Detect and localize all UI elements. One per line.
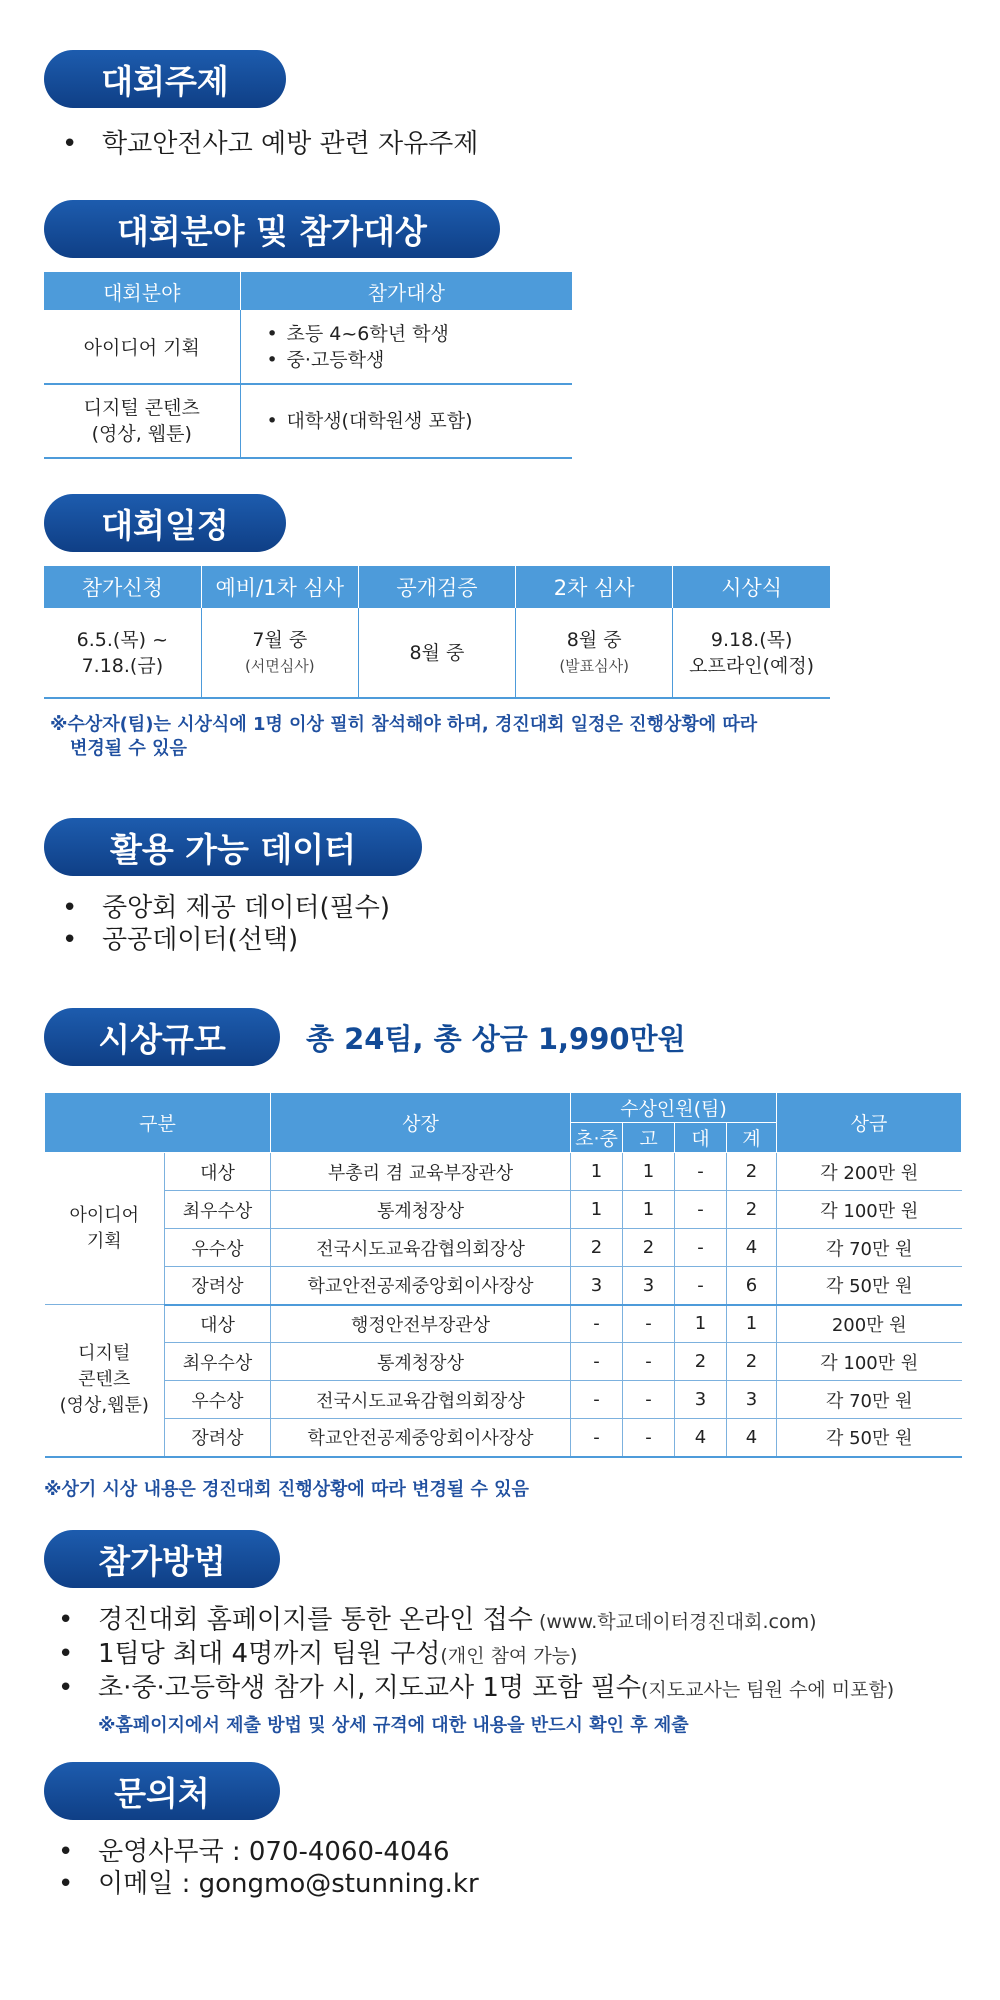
table-header: 초·중 [571, 1123, 623, 1153]
schedule-cell [516, 608, 673, 698]
cell-line: 8월 중 [409, 641, 465, 664]
phone-item: • 운영사무국 : 070-4060-4046 [40, 1836, 1000, 1868]
count-cell: - [571, 1343, 623, 1381]
list-item: • 공공데이터(선택) [44, 924, 1000, 956]
contact-list [40, 1836, 1000, 1900]
count-cell: 2 [727, 1153, 777, 1191]
table-header: 계 [727, 1123, 777, 1153]
table-header: 2차 심사 [516, 566, 673, 608]
prize-cell: 통계청장상 [271, 1343, 571, 1381]
money-cell: 각 200만 원 [777, 1153, 962, 1191]
count-cell: 2 [727, 1343, 777, 1381]
prize-cell: 전국시도교육감협의회장상 [271, 1381, 571, 1419]
field-title: 대회분야 및 참가대상 [44, 200, 500, 258]
table-header: 고 [623, 1123, 675, 1153]
method-note: ※홈페이지에서 제출 방법 및 상세 규격에 대한 내용을 반드시 확인 후 제출 [98, 1715, 689, 1736]
cell-sub: (발표심사) [559, 656, 629, 675]
award-note: ※상기 시상 내용은 경진대회 진행상황에 따라 변경될 수 있음 [44, 1478, 529, 1500]
group-label-line: 콘텐츠 [78, 1369, 131, 1391]
award-summary: 총 24팀, 총 상금 1,990만원 [306, 1021, 686, 1056]
group-label-line: 아이디어 [69, 1204, 140, 1226]
count-cell: 2 [727, 1191, 777, 1229]
table-header: 수상인원(팀) [571, 1093, 777, 1123]
field-section [0, 200, 1000, 459]
table-row [45, 1229, 962, 1267]
contact-title: 문의처 [44, 1762, 280, 1820]
table-header: 예비/1차 심사 [201, 566, 358, 608]
group-label-line: 기획 [86, 1230, 122, 1252]
count-cell: - [571, 1305, 623, 1343]
item-main: 초·중·고등학생 참가 시, 지도교사 1명 포함 필수 [98, 1673, 642, 1703]
schedule-cell [358, 608, 515, 698]
group-label-line: 디지털 [78, 1343, 131, 1365]
list-item [40, 1604, 1000, 1638]
field-targets [240, 310, 572, 384]
note-line: 변경될 수 있음 [70, 738, 187, 759]
cell-line: 9.18.(목) [710, 628, 793, 651]
item-main: 경진대회 홈페이지를 통한 온라인 접수 [98, 1605, 533, 1635]
table-row [45, 1267, 962, 1305]
count-cell: - [571, 1381, 623, 1419]
field-name-line: 디지털 콘텐츠 [83, 397, 200, 419]
count-cell: - [675, 1229, 727, 1267]
count-cell: 1 [571, 1153, 623, 1191]
table-header: 대회분야 [44, 272, 240, 310]
field-targets [240, 384, 572, 458]
cell-sub: (서면심사) [244, 656, 315, 675]
method-list [40, 1604, 1000, 1706]
award-section [0, 1008, 1000, 1502]
award-title: 시상규모 [44, 1008, 280, 1066]
money-cell: 각 70만 원 [777, 1381, 962, 1419]
rank-cell: 우수상 [165, 1381, 271, 1419]
field-name: 아이디어 기획 [44, 310, 240, 384]
count-cell: 2 [623, 1229, 675, 1267]
prize-cell: 통계청장상 [271, 1191, 571, 1229]
table-row [45, 1191, 962, 1229]
table-header: 참가신청 [44, 566, 201, 608]
schedule-cell [201, 608, 358, 698]
list-item [40, 1638, 1000, 1672]
email-item: • 이메일 : gongmo@stunning.kr [40, 1868, 1000, 1900]
list-item: • 초등 4~6학년 학생 [287, 321, 573, 347]
count-cell: 3 [727, 1381, 777, 1419]
list-item: • 중앙회 제공 데이터(필수) [44, 892, 1000, 924]
schedule-section [0, 494, 1000, 761]
table-row [45, 1419, 962, 1457]
award-table [44, 1092, 962, 1458]
theme-section [0, 50, 1000, 160]
table-row [45, 1381, 962, 1419]
count-cell: 6 [727, 1267, 777, 1305]
count-cell: - [623, 1305, 675, 1343]
cell-line: 6.5.(목) ~ [76, 628, 169, 651]
cell-line: 8월 중 [566, 628, 622, 651]
cell-line: 7.18.(금) [81, 654, 164, 677]
prize-cell: 부총리 겸 교육부장관상 [271, 1153, 571, 1191]
money-cell: 각 100만 원 [777, 1191, 962, 1229]
item-sub: (www.학교데이터경진대회.com) [532, 1611, 817, 1633]
data-section [0, 818, 1000, 956]
rank-cell: 최우수상 [165, 1191, 271, 1229]
item-sub: (개인 참여 가능) [440, 1645, 578, 1667]
table-row [45, 1153, 962, 1191]
list-item: • 중·고등학생 [287, 347, 573, 373]
cell-line: 7월 중 [252, 628, 308, 651]
schedule-cell [44, 608, 201, 698]
count-cell: 1 [623, 1153, 675, 1191]
data-list [44, 892, 1000, 956]
count-cell: 1 [675, 1305, 727, 1343]
note-line: ※수상자(팀)는 시상식에 1명 이상 필히 참석해야 하며, 경진대회 일정은 진행상황에 따라 [50, 714, 758, 735]
cell-line: 오프라인(예정) [689, 654, 815, 677]
count-cell: 3 [571, 1267, 623, 1305]
money-cell: 200만 원 [777, 1305, 962, 1343]
schedule-table [44, 566, 830, 699]
count-cell: 3 [675, 1381, 727, 1419]
count-cell: - [623, 1343, 675, 1381]
list-item: • 대학생(대학원생 포함) [287, 408, 573, 434]
count-cell: 2 [571, 1229, 623, 1267]
rank-cell: 장려상 [165, 1267, 271, 1305]
schedule-cell [673, 608, 830, 698]
table-header: 상금 [777, 1093, 962, 1153]
table-row [45, 1305, 962, 1343]
table-header: 대 [675, 1123, 727, 1153]
count-cell: 3 [623, 1267, 675, 1305]
count-cell: - [675, 1153, 727, 1191]
schedule-title: 대회일정 [44, 494, 286, 552]
group-label [45, 1305, 165, 1457]
table-header: 상장 [271, 1093, 571, 1153]
list-item [40, 1672, 1000, 1706]
table-header: 시상식 [673, 566, 830, 608]
rank-cell: 대상 [165, 1153, 271, 1191]
method-title: 참가방법 [44, 1530, 280, 1588]
money-cell: 각 50만 원 [777, 1419, 962, 1457]
theme-title: 대회주제 [44, 50, 286, 108]
rank-cell: 우수상 [165, 1229, 271, 1267]
item-main: 1팀당 최대 4명까지 팀원 구성 [98, 1639, 441, 1669]
prize-cell: 학교안전공제중앙회이사장상 [271, 1267, 571, 1305]
count-cell: 1 [571, 1191, 623, 1229]
count-cell: 1 [727, 1305, 777, 1343]
field-name-line: (영상, 웹툰) [91, 423, 192, 445]
field-name [44, 384, 240, 458]
count-cell: 4 [727, 1419, 777, 1457]
group-label [45, 1153, 165, 1305]
rank-cell: 장려상 [165, 1419, 271, 1457]
method-section [0, 1530, 1000, 1738]
table-header: 공개검증 [358, 566, 515, 608]
schedule-note [50, 713, 1000, 761]
count-cell: - [623, 1419, 675, 1457]
count-cell: 2 [675, 1343, 727, 1381]
count-cell: - [675, 1267, 727, 1305]
rank-cell: 대상 [165, 1305, 271, 1343]
prize-cell: 행정안전부장관상 [271, 1305, 571, 1343]
data-title: 활용 가능 데이터 [44, 818, 422, 876]
money-cell: 각 100만 원 [777, 1343, 962, 1381]
money-cell: 각 70만 원 [777, 1229, 962, 1267]
count-cell: 4 [675, 1419, 727, 1457]
count-cell: - [623, 1381, 675, 1419]
count-cell: 1 [623, 1191, 675, 1229]
count-cell: - [571, 1419, 623, 1457]
prize-cell: 학교안전공제중앙회이사장상 [271, 1419, 571, 1457]
table-row [45, 1343, 962, 1381]
count-cell: - [675, 1191, 727, 1229]
item-sub: (지도교사는 팀원 수에 미포함) [641, 1679, 895, 1701]
list-item: • 학교안전사고 예방 관련 자유주제 [44, 128, 1000, 160]
table-header: 구분 [45, 1093, 271, 1153]
field-table [44, 272, 572, 459]
prize-cell: 전국시도교육감협의회장상 [271, 1229, 571, 1267]
rank-cell: 최우수상 [165, 1343, 271, 1381]
contact-section [0, 1762, 1000, 1900]
table-header: 참가대상 [240, 272, 572, 310]
money-cell: 각 50만 원 [777, 1267, 962, 1305]
count-cell: 4 [727, 1229, 777, 1267]
group-label-line: (영상,웹툰) [59, 1395, 149, 1417]
theme-list [44, 128, 1000, 160]
